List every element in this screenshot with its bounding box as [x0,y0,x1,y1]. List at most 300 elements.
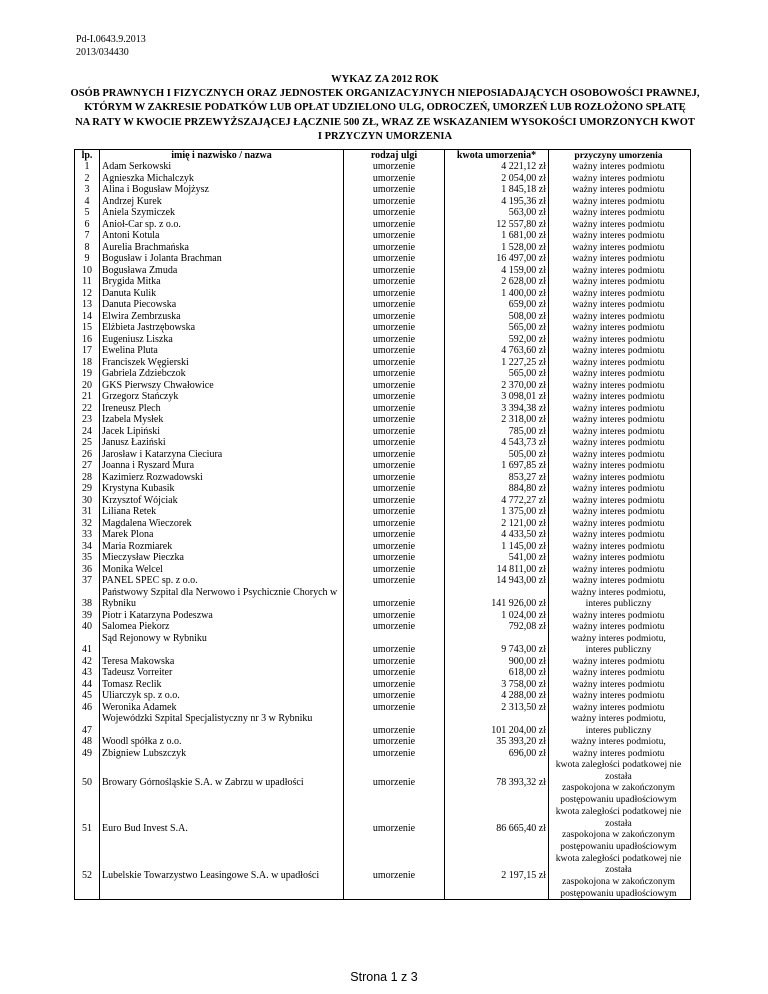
row-lp: 50 [75,759,100,806]
table-row [75,173,690,185]
row-amount: 884,80 zł [445,483,549,495]
row-amount: 1 145,00 zł [445,541,549,553]
row-name: Teresa Makowska [100,656,344,668]
row-reason [549,702,688,714]
row-relief-type: umorzenie [344,610,445,622]
reason-line: ważny interes podmiotu [572,437,665,448]
row-lp: 16 [75,334,100,346]
row-reason [549,506,688,518]
row-reason [549,219,688,231]
table-row [75,552,690,564]
table-row [75,621,690,633]
header-lp: lp. [75,150,100,161]
row-lp: 51 [75,806,100,853]
row-amount: 785,00 zł [445,426,549,438]
row-name: Państwowy Szpital dla Nerwowo i Psychicznie Chorych w Rybniku [100,587,344,610]
row-lp: 8 [75,242,100,254]
row-relief-type: umorzenie [344,276,445,288]
reason-line: zaspokojona w zakończonym [562,829,675,841]
table-row [75,759,690,806]
row-relief-type: umorzenie [344,265,445,277]
row-amount: 14 811,00 zł [445,564,549,576]
table-row [75,529,690,541]
reason-line: ważny interes podmiotu [572,460,665,471]
row-relief-type: umorzenie [344,564,445,576]
row-lp: 12 [75,288,100,300]
row-relief-type: umorzenie [344,299,445,311]
reason-line: ważny interes podmiotu [572,391,665,402]
row-amount: 141 926,00 zł [445,587,549,610]
row-lp: 15 [75,322,100,334]
reason-line: kwota zaległości podatkowej nie została [555,805,682,829]
row-lp: 6 [75,219,100,231]
table-row [75,587,690,610]
row-reason [549,161,688,173]
row-name: Jacek Lipiński [100,426,344,438]
row-relief-type: umorzenie [344,391,445,403]
table-row [75,713,690,736]
row-name: Sąd Rejonowy w Rybniku [100,633,344,656]
row-amount: 592,00 zł [445,334,549,346]
row-amount: 78 393,32 zł [445,759,549,806]
reason-line: ważny interes podmiotu [572,448,665,460]
row-lp: 49 [75,748,100,760]
row-name: Monika Welcel [100,564,344,576]
table-row [75,357,690,369]
row-relief-type: umorzenie [344,472,445,484]
table-row [75,253,690,265]
row-reason [549,311,688,323]
reason-line: ważny interes podmiotu [572,540,665,552]
heading-line: I PRZYCZYN UMORZENIA [317,130,453,142]
reason-line: ważny interes podmiotu [572,287,665,299]
row-lp: 26 [75,449,100,461]
row-amount: 2 197,15 zł [445,853,549,900]
row-reason [549,368,688,380]
reason-line: kwota zaległości podatkowej nie została [555,852,682,876]
row-reason [549,587,688,610]
reason-line: kwota zaległości podatkowej nie została [555,759,682,782]
row-relief-type: umorzenie [344,345,445,357]
row-lp: 7 [75,230,100,242]
reason-line: ważny interes podmiotu [572,241,665,253]
table-row [75,575,690,587]
row-amount: 2 628,00 zł [445,276,549,288]
reason-line: ważny interes podmiotu [572,575,665,586]
reason-line: ważny interes podmiotu, [571,586,666,598]
row-relief-type: umorzenie [344,713,445,736]
row-relief-type: umorzenie [344,679,445,691]
table-row [75,667,690,679]
row-amount: 2 054,00 zł [445,173,549,185]
row-relief-type: umorzenie [344,690,445,702]
row-lp: 39 [75,610,100,622]
row-name: Aurelia Brachmańska [100,242,344,254]
row-relief-type: umorzenie [344,552,445,564]
row-amount: 12 557,80 zł [445,219,549,231]
row-lp: 34 [75,541,100,553]
row-lp: 43 [75,667,100,679]
row-reason [549,230,688,242]
reason-line: ważny interes podmiotu [572,402,665,414]
row-reason [549,207,688,219]
row-relief-type: umorzenie [344,587,445,610]
row-name: Maria Rozmiarek [100,541,344,553]
row-relief-type: umorzenie [344,242,445,254]
row-lp: 3 [75,184,100,196]
reason-line: ważny interes podmiotu [572,517,665,529]
reason-line: ważny interes podmiotu [572,195,665,207]
row-lp: 41 [75,633,100,656]
table-row [75,541,690,553]
row-relief-type: umorzenie [344,575,445,587]
table-row [75,322,690,334]
row-reason [549,529,688,541]
row-amount: 4 195,36 zł [445,196,549,208]
row-amount: 14 943,00 zł [445,575,549,587]
row-name: Bogusława Zmuda [100,265,344,277]
table-row [75,276,690,288]
row-relief-type: umorzenie [344,518,445,530]
row-reason [549,414,688,426]
row-name: Ireneusz Plech [100,403,344,415]
row-name: Franciszek Węgierski [100,357,344,369]
row-reason [549,426,688,438]
row-relief-type: umorzenie [344,311,445,323]
row-lp: 5 [75,207,100,219]
row-name: Tadeusz Vorreiter [100,667,344,679]
row-name: Lubelskie Towarzystwo Leasingowe S.A. w upadłości [100,853,344,900]
row-reason [549,736,688,748]
row-amount: 563,00 zł [445,207,549,219]
row-amount: 1 528,00 zł [445,242,549,254]
row-reason [549,690,688,702]
reason-line: ważny interes podmiotu [572,184,665,195]
row-name: Andrzej Kurek [100,196,344,208]
row-relief-type: umorzenie [344,253,445,265]
reason-line: ważny interes podmiotu [572,310,665,322]
row-reason [549,265,688,277]
row-amount: 1 024,00 zł [445,610,549,622]
row-reason [549,403,688,415]
table-row [75,368,690,380]
row-name: Danuta Kulik [100,288,344,300]
row-relief-type: umorzenie [344,483,445,495]
row-reason [549,564,688,576]
relief-table [74,149,691,900]
header-type: rodzaj ulgi [344,150,445,161]
reason-line: zaspokojona w zakończonym [562,782,675,794]
row-name: Marek Plona [100,529,344,541]
reason-line: ważny interes podmiotu, [571,632,666,644]
row-relief-type: umorzenie [344,702,445,714]
row-reason [549,449,688,461]
row-name: Woodl spółka z o.o. [100,736,344,748]
row-amount: 565,00 zł [445,322,549,334]
reason-line: interes publiczny [585,644,652,655]
row-amount: 86 665,40 zł [445,806,549,853]
reason-line: interes publiczny [585,724,652,736]
table-row [75,702,690,714]
reason-line: ważny interes podmiotu [572,368,665,379]
row-name: Adam Serkowski [100,161,344,173]
row-relief-type: umorzenie [344,667,445,679]
row-amount: 3 758,00 zł [445,679,549,691]
row-amount: 853,27 zł [445,472,549,484]
page-footer: Strona 1 z 3 [350,970,418,984]
row-amount: 4 543,73 zł [445,437,549,449]
row-relief-type: umorzenie [344,380,445,392]
row-lp: 29 [75,483,100,495]
reason-line: ważny interes podmiotu [572,529,665,540]
row-relief-type: umorzenie [344,621,445,633]
row-amount: 792,08 zł [445,621,549,633]
row-relief-type: umorzenie [344,460,445,472]
reason-line: ważny interes podmiotu [572,230,665,241]
row-relief-type: umorzenie [344,288,445,300]
row-lp: 28 [75,472,100,484]
table-row [75,414,690,426]
table-row [75,736,690,748]
row-relief-type: umorzenie [344,495,445,507]
row-reason [549,656,688,668]
row-name: Joanna i Ryszard Mura [100,460,344,472]
reason-line: ważny interes podmiotu [572,322,665,333]
table-row [75,679,690,691]
row-name: Danuta Piecowska [100,299,344,311]
row-name: Piotr i Katarzyna Podeszwa [100,610,344,622]
row-lp: 30 [75,495,100,507]
row-lp: 40 [75,621,100,633]
row-name: Zbigniew Lubszczyk [100,748,344,760]
row-amount: 565,00 zł [445,368,549,380]
row-name: GKS Pierwszy Chwałowice [100,380,344,392]
row-relief-type: umorzenie [344,529,445,541]
table-row [75,219,690,231]
row-lp: 24 [75,426,100,438]
row-lp: 11 [75,276,100,288]
row-lp: 17 [75,345,100,357]
table-row [75,748,690,760]
heading-line: OSÓB PRAWNYCH I FIZYCZNYCH ORAZ JEDNOSTEK ORGANIZACYJNYCH NIEPOSIADAJĄCYCH OSOBOWOŚCI PRAWNEJ, [70,88,700,100]
row-lp: 25 [75,437,100,449]
row-reason [549,299,688,311]
reason-line: ważny interes podmiotu [572,276,665,287]
row-reason [549,322,688,334]
reason-line: ważny interes podmiotu [572,747,665,759]
row-lp: 4 [75,196,100,208]
reason-line: ważny interes podmiotu [572,609,665,621]
row-name: Anioł-Car sp. z o.o. [100,219,344,231]
document-heading [60,73,710,144]
row-amount: 618,00 zł [445,667,549,679]
row-relief-type: umorzenie [344,196,445,208]
row-lp: 32 [75,518,100,530]
row-reason [549,759,688,806]
row-lp: 33 [75,529,100,541]
reason-line: ważny interes podmiotu [572,552,665,563]
row-lp: 14 [75,311,100,323]
row-reason [549,806,688,853]
header-reason: przyczyny umorzenia [574,150,663,161]
row-lp: 18 [75,357,100,369]
row-reason [549,472,688,484]
row-name: Krystyna Kubasik [100,483,344,495]
row-relief-type: umorzenie [344,219,445,231]
document-reference [76,33,146,59]
row-amount: 101 204,00 zł [445,713,549,736]
row-amount: 2 121,00 zł [445,518,549,530]
row-name: Aniela Szymiczek [100,207,344,219]
row-reason [549,253,688,265]
row-lp: 47 [75,713,100,736]
reason-line: postępowaniu upadłościowym [560,887,677,899]
row-lp: 31 [75,506,100,518]
reason-line: ważny interes podmiotu [572,563,665,575]
row-reason [549,495,688,507]
table-row [75,506,690,518]
row-name: Gabriela Zdziebczok [100,368,344,380]
row-name: Izabela Mysłek [100,414,344,426]
row-reason [549,633,688,656]
reason-line: ważny interes podmiotu [572,701,665,713]
row-lp: 9 [75,253,100,265]
reason-line: ważny interes podmiotu [572,414,665,425]
table-row [75,610,690,622]
table-row [75,299,690,311]
row-name: Elżbieta Jastrzębowska [100,322,344,334]
reason-line: ważny interes podmiotu [572,333,665,345]
row-reason [549,276,688,288]
row-name: Krzysztof Wójciak [100,495,344,507]
reason-line: ważny interes podmiotu [572,299,665,310]
table-row [75,690,690,702]
row-relief-type: umorzenie [344,748,445,760]
row-relief-type: umorzenie [344,437,445,449]
reason-line: ważny interes podmiotu [572,690,665,701]
row-relief-type: umorzenie [344,403,445,415]
row-lp: 45 [75,690,100,702]
row-amount: 4 433,50 zł [445,529,549,541]
row-amount: 2 313,50 zł [445,702,549,714]
table-row [75,345,690,357]
table-header [75,150,690,161]
row-amount: 2 370,00 zł [445,380,549,392]
row-reason [549,334,688,346]
table-row [75,242,690,254]
row-lp: 2 [75,173,100,185]
row-lp: 13 [75,299,100,311]
header-amount: kwota umorzenia* [445,150,549,161]
row-relief-type: umorzenie [344,207,445,219]
row-amount: 3 394,38 zł [445,403,549,415]
table-row [75,483,690,495]
row-amount: 1 400,00 zł [445,288,549,300]
row-name: Browary Górnośląskie S.A. w Zabrzu w upadłości [100,759,344,806]
row-reason [549,357,688,369]
row-reason [549,196,688,208]
row-reason [549,173,688,185]
row-name: Grzegorz Stańczyk [100,391,344,403]
row-lp: 35 [75,552,100,564]
row-amount: 4 288,00 zł [445,690,549,702]
row-name: Jarosław i Katarzyna Cieciura [100,449,344,461]
row-name: Magdalena Wieczorek [100,518,344,530]
row-lp: 22 [75,403,100,415]
row-name: Eugeniusz Liszka [100,334,344,346]
row-reason [549,621,688,633]
row-lp: 10 [75,265,100,277]
row-name: Alina i Bogusław Mojżysz [100,184,344,196]
reason-line: postępowaniu upadłościowym [560,794,677,806]
row-amount: 2 318,00 zł [445,414,549,426]
row-amount: 3 098,01 zł [445,391,549,403]
reason-line: ważny interes podmiotu [572,172,665,184]
row-amount: 35 393,20 zł [445,736,549,748]
table-row [75,656,690,668]
row-lp: 21 [75,391,100,403]
reason-line: ważny interes podmiotu [572,161,665,172]
reason-line: ważny interes podmiotu [572,471,665,483]
reason-line: ważny interes podmiotu [572,483,665,494]
row-reason [549,518,688,530]
row-lp: 46 [75,702,100,714]
table-body [75,161,690,899]
row-relief-type: umorzenie [344,357,445,369]
row-name: Kazimierz Rozwadowski [100,472,344,484]
row-name: Weronika Adamek [100,702,344,714]
row-name: Antoni Kotula [100,230,344,242]
row-name: Wojewódzki Szpital Specjalistyczny nr 3 w Rybniku [100,713,344,736]
table-row [75,265,690,277]
row-relief-type: umorzenie [344,414,445,426]
reason-line: interes publiczny [585,598,652,609]
row-amount: 4 772,27 zł [445,495,549,507]
row-relief-type: umorzenie [344,541,445,553]
row-relief-type: umorzenie [344,853,445,900]
row-name: Elwira Zembrzuska [100,311,344,323]
row-relief-type: umorzenie [344,161,445,173]
table-row [75,196,690,208]
row-amount: 1 697,85 zł [445,460,549,472]
table-row [75,403,690,415]
reason-line: ważny interes podmiotu [572,356,665,368]
row-relief-type: umorzenie [344,230,445,242]
row-relief-type: umorzenie [344,426,445,438]
row-amount: 1 227,25 zł [445,357,549,369]
reason-line: ważny interes podmiotu [572,379,665,391]
table-row [75,633,690,656]
table-row [75,207,690,219]
row-reason [549,610,688,622]
row-amount: 900,00 zł [445,656,549,668]
table-row [75,449,690,461]
row-name: Bogusław i Jolanta Brachman [100,253,344,265]
row-lp: 52 [75,853,100,900]
row-name: Uliarczyk sp. z o.o. [100,690,344,702]
row-lp: 44 [75,679,100,691]
row-relief-type: umorzenie [344,633,445,656]
row-reason [549,391,688,403]
row-reason [549,242,688,254]
row-lp: 42 [75,656,100,668]
row-relief-type: umorzenie [344,368,445,380]
row-relief-type: umorzenie [344,173,445,185]
table-row [75,311,690,323]
heading-line: NA RATY W KWOCIE PRZEWYŻSZAJĄCEJ ŁĄCZNIE 500 ZŁ, WRAZ ZE WSKAZANIEM WYSOKOŚCI UMORZONYCH KWOT [75,116,695,128]
row-reason [549,437,688,449]
table-row [75,472,690,484]
